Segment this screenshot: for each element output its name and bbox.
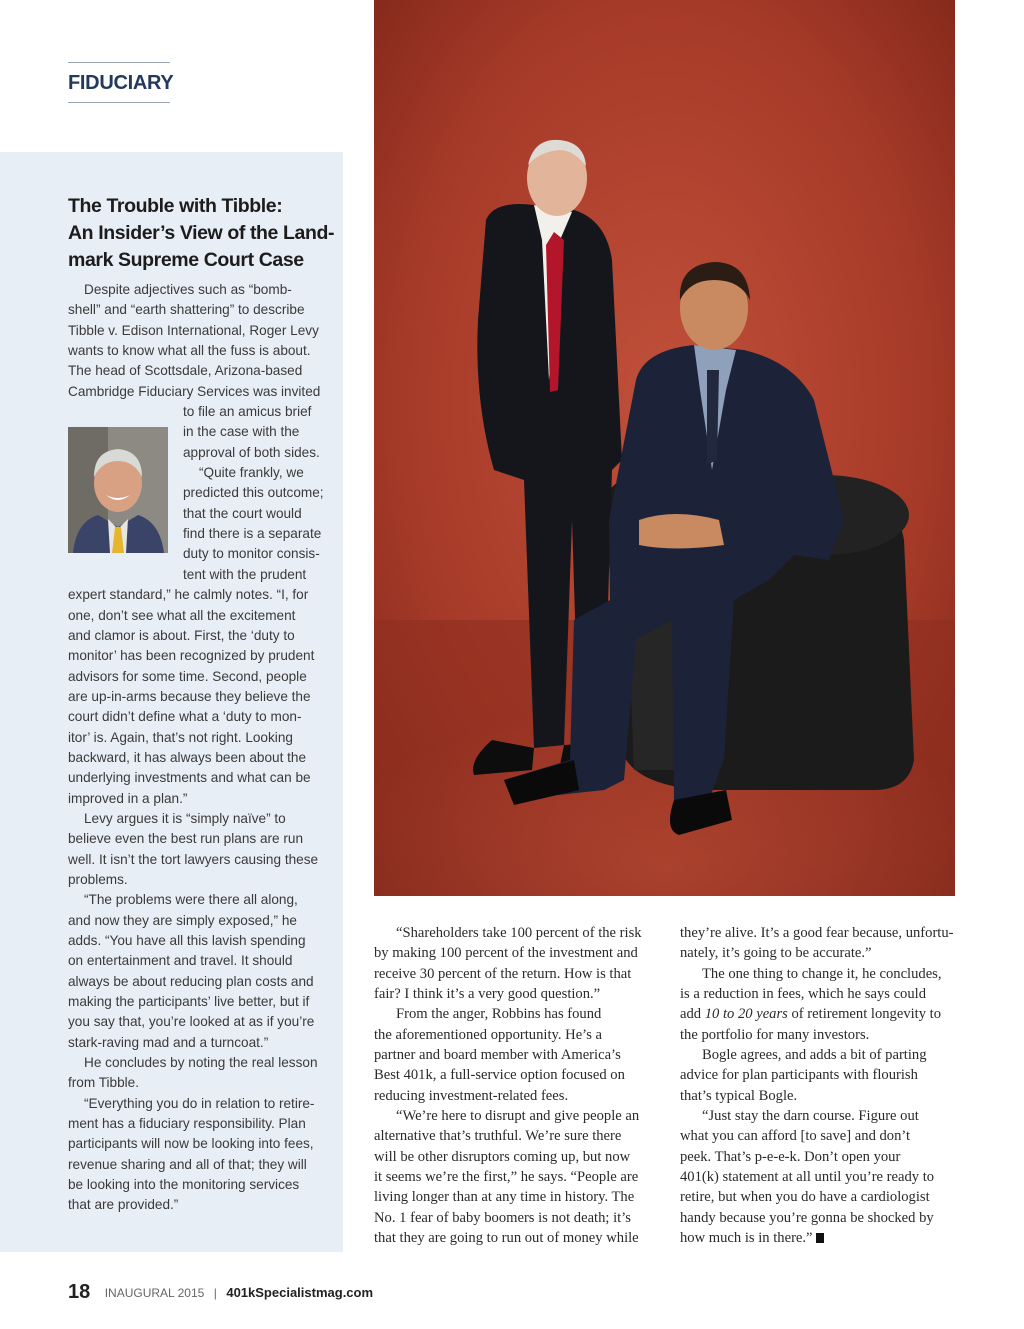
sidebar-text-line: that the court would bbox=[183, 505, 302, 521]
article-text-fragment: how much is in there.” bbox=[680, 1230, 813, 1247]
article-text-line: Bogle agrees, and adds a bit of parting bbox=[702, 1047, 927, 1064]
article-text-line: fair? I think it’s a very good question.” bbox=[374, 986, 601, 1003]
sidebar-text-line: predicted this outcome; bbox=[183, 485, 324, 501]
sidebar-text-line: “Everything you do in relation to retire- bbox=[84, 1095, 315, 1111]
article-text-line: it seems we’re the first,” he says. “People are bbox=[374, 1169, 639, 1186]
page-number: 18 bbox=[68, 1281, 91, 1303]
website-link[interactable]: 401kSpecialistmag.com bbox=[226, 1285, 374, 1300]
article-text-line: “Shareholders take 100 percent of the risk bbox=[396, 925, 642, 941]
sidebar-text-line: one, don’t see what all the excitement bbox=[68, 607, 296, 623]
sidebar-text-line: itor’ is. Again, that’s not right. Looking bbox=[68, 729, 293, 745]
article-text-line: receive 30 percent of the return. How is that bbox=[374, 965, 632, 982]
article-text-line: will be other disruptors coming up, but now bbox=[374, 1148, 631, 1165]
sidebar-text-line: participants will now be looking into fees, bbox=[68, 1136, 314, 1152]
end-mark-icon bbox=[816, 1233, 824, 1243]
article-text-line: what you can afford [to save] and don’t bbox=[680, 1128, 911, 1145]
sidebar-text-line: revenue sharing and all of that; they will bbox=[68, 1156, 307, 1172]
sidebar-text-line: and now they are simply exposed,” he bbox=[68, 912, 297, 928]
article-text-line: by making 100 percent of the investment and bbox=[374, 945, 638, 962]
article-text-line: No. 1 fear of baby boomers is not death; it’s bbox=[374, 1209, 631, 1226]
sidebar-title-line: An Insider’s View of the Land- bbox=[68, 222, 335, 244]
sidebar-text-line: problems. bbox=[68, 871, 128, 887]
article-text-line: alternative that’s truthful. We’re sure there bbox=[374, 1128, 622, 1145]
sidebar-text-line: making the participants’ live better, but if bbox=[68, 994, 310, 1010]
sidebar-text-line: be looking into the monitoring services bbox=[68, 1177, 300, 1193]
sidebar-body bbox=[68, 280, 332, 1216]
article-text-line: From the anger, Robbins has found bbox=[396, 1006, 602, 1023]
sidebar-text-line: adds. “You have all this lavish spending bbox=[68, 933, 306, 948]
sidebar-title-line: mark Supreme Court Case bbox=[68, 249, 304, 271]
article-text-line: peek. That’s p-e-e-k. Don’t open your bbox=[680, 1148, 901, 1165]
sidebar-text-line: always be about reducing plan costs and bbox=[68, 973, 314, 989]
sidebar-text-line: backward, it has always been about the bbox=[68, 749, 307, 765]
sidebar-text-line: Cambridge Fiduciary Services was invited bbox=[68, 383, 321, 399]
article-text-line: “Just stay the darn course. Figure out bbox=[702, 1108, 919, 1125]
article-text-fragment: of retirement longevity to bbox=[787, 1006, 942, 1023]
article-text-line: partner and board member with America’s bbox=[374, 1047, 621, 1064]
sidebar-title-line: The Trouble with Tibble: bbox=[68, 195, 283, 217]
sidebar-text-line: find there is a separate bbox=[183, 526, 322, 542]
sidebar-text-line: improved in a plan.” bbox=[68, 790, 188, 806]
article-text-line: 401(k) statement at all until you’re ready to bbox=[680, 1169, 935, 1186]
section-label-rule bbox=[68, 62, 174, 103]
feature-photo bbox=[374, 0, 955, 896]
sidebar-text-line: “The problems were there all along, bbox=[84, 892, 298, 908]
sidebar-text-line: ment has a fiduciary responsibility. Plan bbox=[68, 1116, 306, 1132]
article-text-line: Best 401k, a full-service option focused on bbox=[374, 1067, 625, 1084]
sidebar-text-line: advisors for some time. Second, people bbox=[68, 668, 307, 684]
article-text-line: advice for plan participants with flourish bbox=[680, 1067, 918, 1084]
article-text-line: the aforementioned opportunity. He’s a bbox=[374, 1026, 603, 1043]
sidebar-text-line: court didn’t define what a ‘duty to mon- bbox=[68, 709, 302, 725]
sidebar-text-line: believe even the best run plans are run bbox=[68, 831, 304, 847]
article-text-line: they’re alive. It’s a good fear because, unfortu- bbox=[680, 925, 954, 941]
sidebar-text-line: He concludes by noting the real lesson bbox=[84, 1055, 318, 1071]
article-text-line bbox=[680, 1004, 958, 1024]
sidebar-text-line: approval of both sides. bbox=[183, 444, 320, 460]
article-text-line: retire, but when you do have a cardiologist bbox=[680, 1189, 930, 1206]
article-text-fragment: add bbox=[680, 1006, 705, 1023]
article-text-line: that they are going to run out of money while bbox=[374, 1230, 639, 1247]
sidebar-text-line: Tibble v. Edison International, Roger Levy bbox=[68, 322, 319, 338]
article-text-line: the portfolio for many investors. bbox=[680, 1026, 870, 1043]
article-column-1 bbox=[374, 923, 652, 1249]
sidebar-text-line: and clamor is about. First, the ‘duty to bbox=[68, 627, 295, 643]
sidebar-text-line: “Quite frankly, we bbox=[199, 465, 304, 481]
article-text-line: living longer than at any time in history. The bbox=[374, 1189, 635, 1206]
article-text-line: reducing investment-related fees. bbox=[374, 1087, 569, 1104]
emphasis-text: 10 to 20 years bbox=[704, 1006, 788, 1023]
sidebar-text-line: are up-in-arms because they believe the bbox=[68, 688, 311, 704]
article-text-line: “We’re here to disrupt and give people an bbox=[396, 1108, 640, 1125]
sidebar-text-line: that are provided.” bbox=[68, 1197, 179, 1213]
issue-label: INAUGURAL 2015 bbox=[104, 1285, 205, 1300]
sidebar-text-line: tent with the prudent bbox=[183, 566, 307, 582]
sidebar-text-line: from Tibble. bbox=[68, 1075, 140, 1091]
sidebar-text-line: on entertainment and travel. It should bbox=[68, 953, 293, 969]
article-text-line: handy because you’re gonna be shocked by bbox=[680, 1209, 934, 1226]
sidebar-text-line: shell” and “earth shattering” to describe bbox=[68, 302, 305, 318]
sidebar-text-line: wants to know what all the fuss is about. bbox=[68, 343, 311, 359]
sidebar-text-line: monitor’ has been recognized by prudent bbox=[68, 648, 315, 664]
sidebar-title bbox=[68, 193, 338, 274]
article-text-line: that’s typical Bogle. bbox=[680, 1087, 798, 1104]
sidebar-text-line: well. It isn’t the tort lawyers causing these bbox=[68, 851, 319, 867]
sidebar-text-line: stark-raving mad and a turncoat.” bbox=[68, 1034, 269, 1050]
article-text-line: The one thing to change it, he concludes, bbox=[702, 965, 942, 982]
sidebar-text-line: in the case with the bbox=[183, 424, 300, 440]
sidebar-text-line: The head of Scottsdale, Arizona-based bbox=[68, 363, 303, 379]
sidebar-text-line: to file an amicus brief bbox=[183, 404, 312, 420]
footer-separator: | bbox=[213, 1285, 217, 1300]
sidebar-text-line: underlying investments and what can be bbox=[68, 770, 311, 786]
page-footer bbox=[68, 1281, 373, 1305]
sidebar-text-line: Despite adjectives such as “bomb- bbox=[84, 282, 292, 297]
section-label: FIDUCIARY bbox=[68, 72, 174, 94]
sidebar-text-line: Levy argues it is “simply naïve” to bbox=[84, 810, 286, 826]
article-column-2 bbox=[680, 923, 958, 1249]
article-text-line: is a reduction in fees, which he says could bbox=[680, 986, 926, 1003]
article-text-line: nately, it’s going to be accurate.” bbox=[680, 945, 872, 962]
article-text-line bbox=[680, 1228, 958, 1248]
sidebar-text-line: you say that, you’re looked at as if you’re bbox=[68, 1014, 315, 1030]
sidebar-text-line: duty to monitor consis- bbox=[183, 546, 320, 562]
sidebar-text-line: expert standard,” he calmly notes. “I, for bbox=[68, 587, 309, 603]
